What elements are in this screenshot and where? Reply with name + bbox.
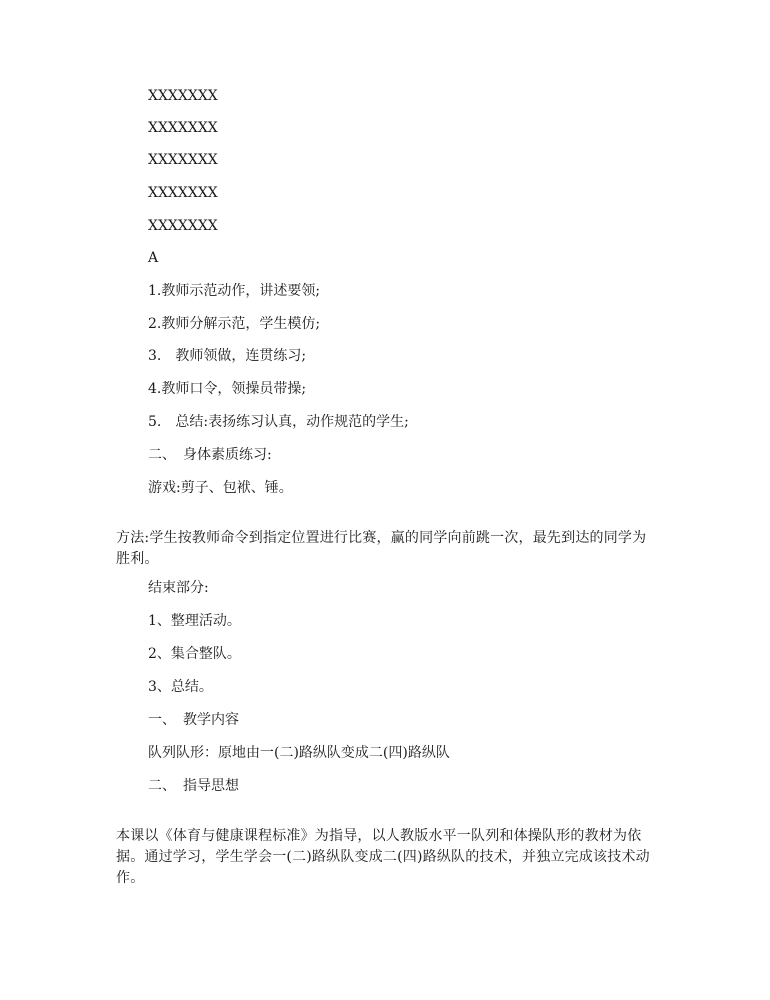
step-item: 2.教师分解示范，学生模仿; (148, 316, 321, 332)
method-paragraph: 方法:学生按教师命令到指定位置进行比赛，赢的同学向前跳一次，最先到达的同学为胜利。 (116, 530, 647, 567)
text-line: XXXXXXX (148, 218, 218, 234)
list-item: 2、集合整队。 (148, 646, 241, 662)
list-item: 3、总结。 (148, 679, 213, 695)
step-item: 5. 总结:表扬练习认真，动作规范的学生; (148, 414, 409, 430)
section-heading: 二、 指导思想 (148, 778, 239, 794)
step-item: 3. 教师领做，连贯练习; (148, 348, 307, 364)
text-line: XXXXXXX (148, 185, 218, 201)
guide-paragraph: 本课以《体育与健康课程标准》为指导，以人教版水平一队列和体操队形的教材为依据。通过学习，学生学会一(二)路纵队变成二(四)路纵队的技术，并独立完成该技术动作。 (116, 828, 650, 886)
section-heading: 结束部分: (148, 580, 209, 596)
list-item: 1、整理活动。 (148, 613, 241, 629)
text-line: A (148, 250, 159, 266)
text-line: XXXXXXX (148, 120, 218, 136)
text-line: XXXXXXX (148, 88, 218, 104)
section-heading: 一、 教学内容 (148, 712, 239, 728)
text-line: 游戏:剪子、包袱、锤。 (148, 480, 293, 496)
section-heading: 二、 身体素质练习: (148, 447, 272, 463)
text-line: 队列队形：原地由一(二)路纵队变成二(四)路纵队 (148, 745, 450, 761)
step-item: 4.教师口令，领操员带操; (148, 381, 307, 397)
step-item: 1.教师示范动作，讲述要领; (148, 283, 321, 299)
text-line: XXXXXXX (148, 152, 218, 168)
